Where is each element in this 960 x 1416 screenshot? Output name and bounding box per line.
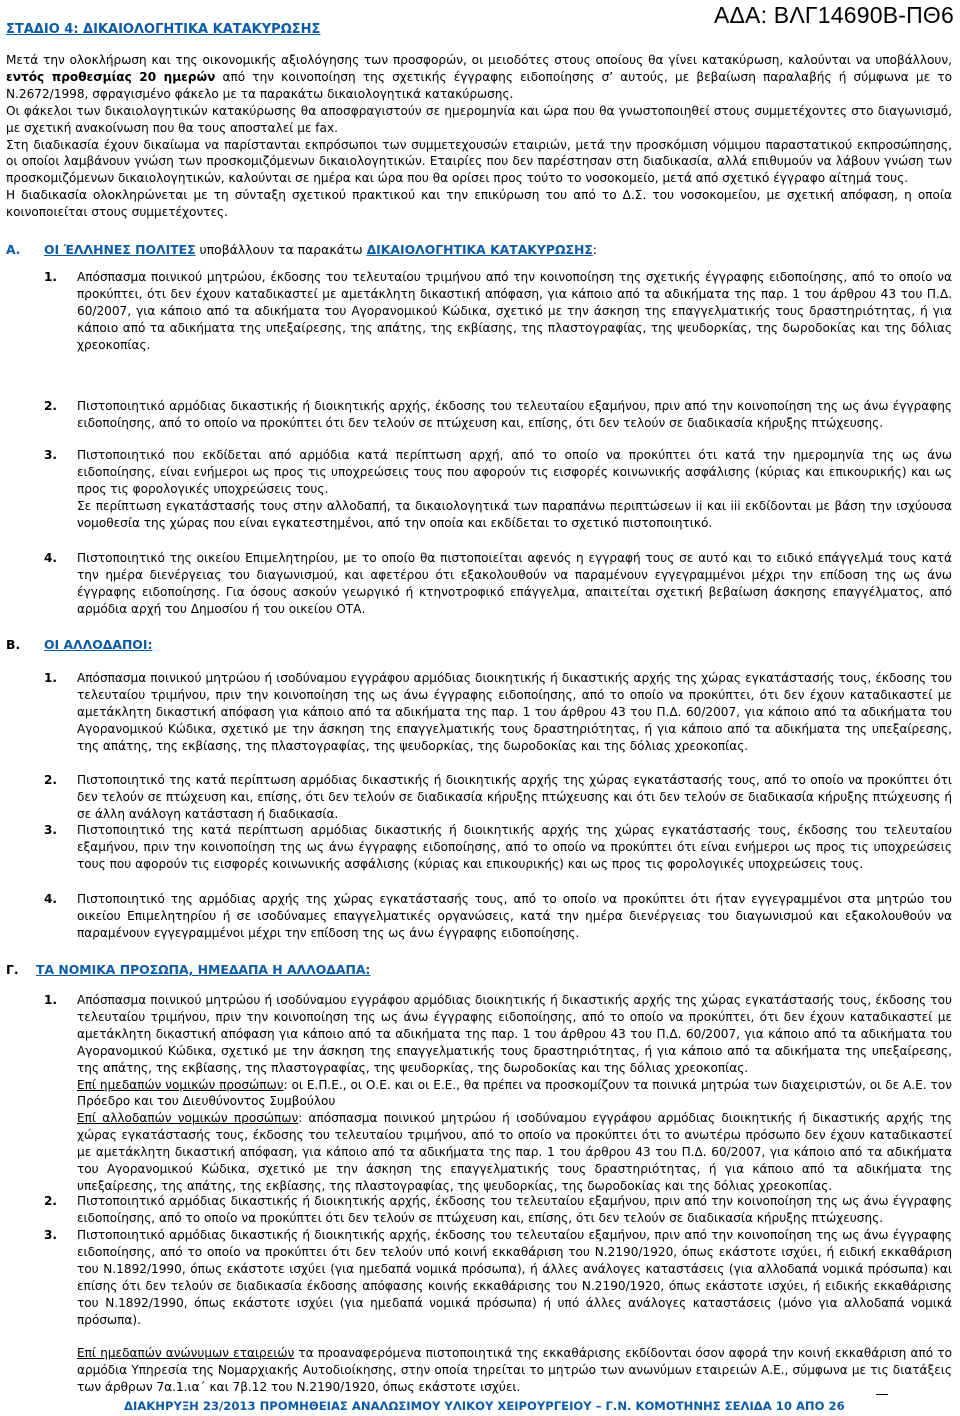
list-item: 1. Απόσπασμα ποινικού μητρώου ή ισοδύναμου εγγράφου αρμόδιας διοικητικής ή δικαστικής αρχής της χώρας εγκατάστασής τους, έκδοσης του τελευταίου τριμήνου, πριν την κοινοποίηση της ως άνω έγγραφης ειδοποίησης, από το οποίο να προκύπτει, ότι δεν έχουν καταδικαστεί με αμετάκλητη δικαστική απόφαση για κάποιο από τα αδικήματα της παρ. 1 του άρθρου 43 του Π.Δ. 60/2007, για κάποιο από τα αδικήματα του Αγορανομικού Κώδικα, σχετικό με την άσκηση της επαγγελματικής τους δραστηριότητας, ή για κάποιο από τα αδικήματα της υπεξαίρεσης, της απάτης, της εκβίασης, της πλαστογραφίας, της ψευδορκίας, της δωροδοκίας και της δόλιας χρεοκοπίας. Επί ημεδαπών νομικών προσώπων: οι Ε.Π.Ε., οι Ο.Ε. και οι Ε.Ε., θα πρέπει να προσκομίζουν τα ποινικά μητρώα των διαχειριστών, οι δε Α.Ε. τον Πρόεδρο και του Διευθύνοντος Συμβούλου Επί αλλοδαπών νομικών προσώπων: απόσπασμα ποινικού μητρώου ή ισοδύναμου εγγράφου αρμόδιας διοικητικής ή δικαστικής αρχής της χώρας εγκατάστασής τους, έκδοσης του τελευταίου τριμήνου, από το οποίο να προκύπτει ότι το ανωτέρω πρόσωπο δεν έχουν καταδικαστεί με αμετάκλητη δικαστική απόφαση, για κάποιο από τα αδικήματα της παρ. 1 του άρθρου 43 του Π.Δ. 60/2007, για κάποιο από τα αδικήματα του Αγορανομικού Κώδικα, σχετικό με την άσκηση της επαγγελματικής τους δραστηριότητας, ή για κάποιο από τα αδικήματα της υπεξαίρεσης, της απάτης, της εκβίασης, της πλαστογραφίας, της ψευδορκίας, της δωροδοκίας και της δόλιας χρεοκοπίας.: [44, 993, 952, 1193]
list-item: 1. Απόσπασμα ποινικού μητρώου, έκδοσης του τελευταίου τριμήνου από την κοινοποίηση της σχετικής έγγραφης ειδοποίησης, από το οποίο να προκύπτει, ότι δεν έχουν καταδικαστεί με αμετάκλητη δικαστική απόφαση, για κάποιο από τα αδικήματα της παρ. 1 του άρθρου 43 του Π.Δ. 60/2007, για κάποιο από τα αδικήματα του Αγορανομικού Κώδικα, σχετικό με την άσκηση της επαγγελματικής τους δραστηριότητας, ή για κάποιο από τα αδικήματα της υπεξαίρεσης, της απάτης, της εκβίασης, της πλαστογραφίας, της ψευδορκίας, της δωροδοκίας και της δόλιας χρεοκοπίας.: [44, 270, 952, 352]
list-item: 2. Πιστοποιητικό της κατά περίπτωση αρμόδιας δικαστικής ή διοικητικής αρχής της χώρας εγκατάστασής τους, από το οποίο να προκύπτει ότι δεν τελούν σε πτώχευση και, επίσης, ότι δεν τελούν σε διαδικασία κήρυξης πτώχευσης και ότι δεν τελούν σε διαδικασία κήρυξης πτώχευσης ή σε άλλη ανάλογη κατάσταση ή διαδικασία.: [44, 773, 952, 821]
section-a-heading: ΟΙ ΈΛΛΗΝΕΣ ΠΟΛΙΤΕΣ υποβάλλουν τα παρακάτω ΔΙΚΑΙΟΛΟΓΗΤΙΚΑ ΚΑΤΑΚΥΡΩΣΗΣ:: [44, 242, 597, 257]
list-item: 4. Πιστοποιητικό της οικείου Επιμελητηρίου, με το οποίο θα πιστοποιείται αφενός η εγγραφή τους σε αυτό και το ειδικό επάγγελμά τους κατά την ημέρα διενέργειας του διαγωνισμού, και αφετέρου ότι εξακολουθούν να παραμένουν εγγεγραμμένοι μέχρι την επίδοση της ως άνω έγγραφης ειδοποίησης. Για όσους ασκούν γεωργικό ή κτηνοτροφικό επάγγελμα, απαιτείται σχετική βεβαίωση άσκησης επαγγέλματος, από αρμόδια αρχή του Δημοσίου ή του οικείου ΟΤΑ.: [44, 551, 952, 616]
section-b-title: ΟΙ ΑΛΛΟΔΑΠΟΙ:: [44, 637, 153, 652]
ada-code: ΑΔΑ: ΒΛΓ14690Β-ΠΘ6: [713, 2, 954, 28]
intro-paragraph-4: Η διαδικασία ολοκληρώνεται με τη σύνταξη σχετικού πρακτικού και την επικύρωση του από το Δ.Σ. του νοσοκομείου, με σχετική απόφαση, η οποία κοινοποιείται στους συμμετέχοντες.: [6, 188, 952, 220]
intro-paragraph-2: Οι φάκελοι των δικαιολογητικών κατακύρωσης θα αποσφραγιστούν σε ημερομηνία και ώρα που θα γνωστοποιηθεί στους συμμετέχοντες στο διαγωνισμό, με σχετική ανακοίνωση που θα τους αποσταλεί με fax.: [6, 103, 952, 135]
stage-title: ΣΤΑΔΙΟ 4: ΔΙΚΑΙΟΛΟΓΗΤΙΚΑ ΚΑΤΑΚΥΡΩΣΗΣ: [6, 22, 321, 37]
list-item: 2. Πιστοποιητικό αρμόδιας δικαστικής ή διοικητικής αρχής, έκδοσης του τελευταίου εξαμήνου, πριν από την κοινοποίηση της ως άνω έγγραφης ειδοποίησης, από το οποίο να προκύπτει ότι δεν τελούν σε πτώχευση και, επίσης, ότι δεν τελούν σε διαδικασία κήρυξης πτώχευσης.: [44, 399, 952, 430]
list-item: 2. Πιστοποιητικό αρμόδιας δικαστικής ή διοικητικής αρχής, έκδοσης του τελευταίου εξαμήνου, πριν από την κοινοποίηση της ως άνω έγγραφης ειδοποίησης, από το οποίο να προκύπτει ότι δεν τελούν σε πτώχευση και, επίσης, ότι δεν τελούν σε διαδικασία κήρυξης πτώχευσης.: [44, 1194, 952, 1225]
section-b-heading: [44, 637, 152, 652]
deadline-emphasis: εντός προθεσμίας 20 ημερών: [6, 69, 216, 84]
section-b-letter: Β.: [6, 637, 21, 652]
list-item: 3. Πιστοποιητικό της κατά περίπτωση αρμόδιας δικαστικής ή διοικητικής αρχής της χώρας εγκατάστασής τους, έκδοσης του τελευταίου εξαμήνου, πριν την κοινοποίηση της ως άνω έγγραφης ειδοποίησης, από το οποίο να προκύπτει ότι είναι ενήμεροι ως προς τις υποχρεώσεις τους που αφορούν τις εισφορές κοινωνικής ασφάλισης (κύριας και επικουρικής) και ως προς τις φορολογικές υποχρεώσεις τους.: [44, 823, 952, 871]
intro-block: [6, 52, 952, 221]
footer-rule: [876, 1394, 888, 1395]
list-item: 1. Απόσπασμα ποινικού μητρώου ή ισοδύναμου εγγράφου αρμόδιας διοικητικής ή δικαστικής αρχής της χώρας εγκατάστασής τους, έκδοσης του τελευταίου τριμήνου, πριν την κοινοποίηση της ως άνω έγγραφης ειδοποίησης, από το οποίο να προκύπτει, ότι δεν έχουν καταδικαστεί με αμετάκλητη δικαστική απόφαση για κάποιο από τα αδικήματα της παρ. 1 του άρθρου 43 του Π.Δ. 60/2007, για κάποιο από τα αδικήματα του Αγορανομικού Κώδικα, σχετικό με την άσκηση της επαγγελματικής τους δραστηριότητας, ή για κάποιο από τα αδικήματα της υπεξαίρεσης, της απάτης, της εκβίασης, της πλαστογραφίας, της ψευδορκίας, της δωροδοκίας και της δόλιας χρεοκοπίας.: [44, 671, 952, 753]
list-item: 3. Πιστοποιητικό αρμόδιας δικαστικής ή διοικητικής αρχής, έκδοσης του τελευταίου εξαμήνου, πριν από την κοινοποίηση της ως άνω έγγραφης ειδοποίησης, από το οποίο να προκύπτει ότι δεν τελούν υπό κοινή εκκαθάριση του Ν.2190/1920, όπως εκάστοτε ισχύει, ή ειδική εκκαθάριση του Ν.1892/1990, όπως εκάστοτε ισχύει (για ημεδαπά νομικά πρόσωπα), ή άλλες ανάλογες καταστάσεις (για αλλοδαπά νομικά πρόσωπα) και επίσης ότι δεν τελούν σε διαδικασία έκδοσης απόφασης κοινής εκκαθάρισης του Ν.2190/1920, όπως εκάστοτε ισχύει, ή ειδικής εκκαθάρισης του Ν.1892/1990, όπως εκάστοτε ισχύει (για ημεδαπά νομικά πρόσωπα) ή υπό άλλες ανάλογες καταστάσεις (μόνο για αλλοδαπά νομικά πρόσωπα). Επί ημεδαπών ανώνυμων εταιρειών τα προαναφερόμενα πιστοποιητικά της εκκαθάρισης εκδίδονται όσον αφορά την κοινή εκκαθάριση από το αρμόδια Υπηρεσία της Νομαρχιακής Αυτοδιοίκησης, στην οποία τηρείται το μητρώο των ανωνύμων εταιρειών Α.Ε., σύμφωνα με τις διατάξεις των άρθρων 7α.1.ια΄ και 7β.12 του Ν.2190/1920, όπως εκάστοτε ισχύει.: [44, 1228, 952, 1395]
section-c-letter: Γ.: [6, 962, 19, 977]
list-item: 4. Πιστοποιητικό της αρμόδιας αρχής της χώρας εγκατάστασής τους, από το οποίο να προκύπτει ότι ήταν εγγεγραμμένοι στα μητρώο του οικείου Επιμελητηρίου ή σε ισοδύναμες επαγγελματικές οργανώσεις, κατά την ημέρα διενέργειας του διαγωνισμού και εξακολουθούν να παραμένουν εγγεγραμμένοι μέχρι την επίδοση της ως άνω έγγραφης ειδοποίησης.: [44, 892, 952, 940]
intro-paragraph-3: Στη διαδικασία έχουν δικαίωμα να παρίστανται εκπρόσωποι των συμμετεχουσών εταιριών, μετά την προσκόμιση νόμιμου παραστατικού εκπροσώπησης, οι οποίοι λαμβάνουν γνώση των προσκομιζόμενων δικαιολογητικών. Εταιρίες που δεν παρέστησαν στη διαδικασία, αλλά επιθυμούν να λάβουν γνώση των προσκομιζόμενων δικαιολογητικών, καλούνται σε ημέρα και ώρα που θα ορίσει προς τούτο το νοσοκομείο, μετά από σχετικό έγγραφο αίτημά τους.: [6, 137, 952, 186]
section-a-title: ΟΙ ΈΛΛΗΝΕΣ ΠΟΛΙΤΕΣ: [44, 242, 196, 257]
section-c-heading: [36, 962, 370, 977]
list-item: 3. Πιστοποιητικό που εκδίδεται από αρμόδια κατά περίπτωση αρχή, από το οποίο να προκύπτει ότι κατά την ημερομηνία της ως άνω ειδοποίησης, είναι ενήμεροι ως προς τις υποχρεώσεις τους που αφορούν τις εισφορές κοινωνικής ασφάλισης (κύριας και επικουρικής) και ως προς τις φορολογικές υποχρεώσεις τους. Σε περίπτωση εγκατάστασής τους στην αλλοδαπή, τα δικαιολογητικά των παραπάνω περιπτώσεων ii και iii εκδίδονται με βάση την ισχύουσα νομοθεσία της χώρας που είναι εγκατεστημένοι, από την οποία και εκδίδεται το σχετικό πιστοποιητικό.: [44, 448, 952, 530]
section-a-title2: ΔΙΚΑΙΟΛΟΓΗΤΙΚΑ ΚΑΤΑΚΥΡΩΣΗΣ: [366, 242, 593, 257]
domestic-legal-persons-label: Επί ημεδαπών νομικών προσώπων: [77, 1077, 284, 1092]
section-a-letter: Α.: [6, 242, 21, 257]
foreign-legal-persons-label: Επί αλλοδαπών νομικών προσώπων: [77, 1111, 299, 1126]
section-c-title: ΤΑ ΝΟΜΙΚΑ ΠΡΟΣΩΠΑ, ΗΜΕΔΑΠΑ Η ΑΛΛΟΔΑΠΑ:: [36, 962, 371, 977]
intro-paragraph-1: Μετά την ολοκλήρωση και της οικονομικής αξιολόγησης των προσφορών, οι μειοδότες στους οποίους θα γίνει κατακύρωση, καλούνται να υποβάλλουν, εντός προθεσμίας 20 ημερών από την κοινοποίηση της σχετικής έγγραφης ειδοποίησης σ’ αυτούς, με βεβαίωση παραλαβής ή σύμφωνα με το Ν.2672/1998, σφραγισμένο φάκελο με τα παρακάτω δικαιολογητικά κατακύρωσης.: [6, 53, 952, 101]
page-footer: ΔΙΑΚΗΡΥΞΗ 23/2013 ΠΡΟΜΗΘΕΙΑΣ ΑΝΑΛΩΣΙΜΟΥ ΥΛΙΚΟΥ ΧΕΙΡΟΥΡΓΕΙΟΥ – Γ.Ν. ΚΟΜΟΤΗΝΗΣ ΣΕΛΙΔΑ 10 ΑΠΟ 26: [124, 1399, 845, 1413]
sa-companies-label: Επί ημεδαπών ανώνυμων εταιρειών: [77, 1346, 295, 1361]
